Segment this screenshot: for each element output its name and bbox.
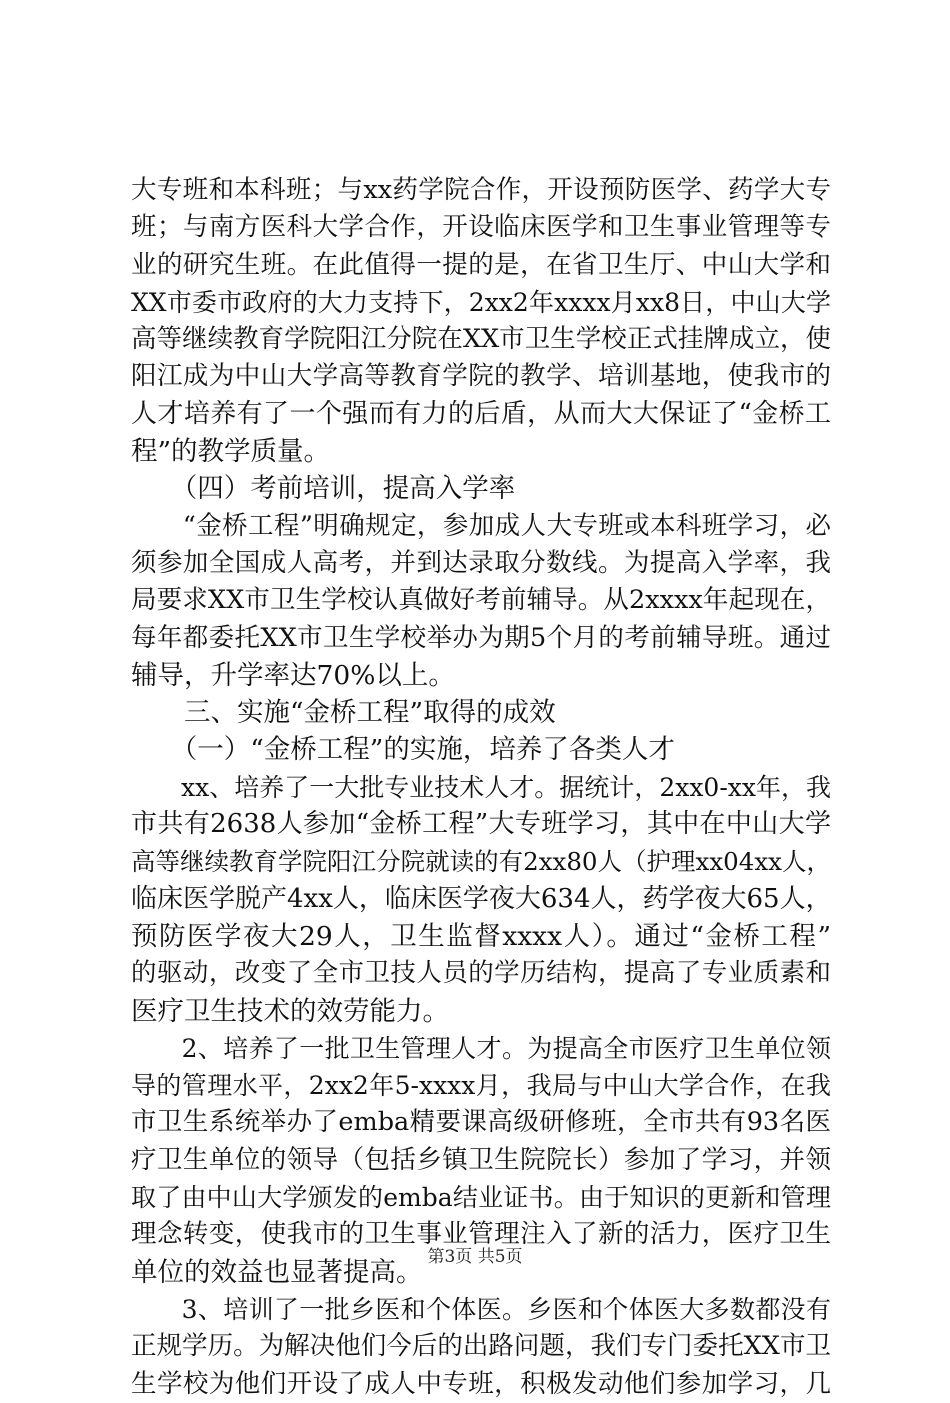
text-line: 临床医学脱产4xx人，临床医学夜大634人，药学夜大65人， [131, 883, 832, 914]
text-line: 市卫生系统举办了emba精要课高级研修班，全市共有93名医 [131, 1107, 831, 1138]
page-footer: 第3页 共5页 [427, 1247, 523, 1267]
text-line: 市共有2638人参加“金桥工程”大专班学习，其中在中山大学 [131, 809, 831, 840]
text-line: 人才培养有了一个强而有力的后盾，从而大大保证了“金桥工 [131, 398, 831, 429]
text-line: 三、实施“金桥工程”取得的成效 [131, 697, 556, 729]
text-line: 2、培养了一批卫生管理人才。为提高全市医疗卫生单位领 [131, 1033, 831, 1063]
text-line: 取了由中山大学颁发的emba结业证书。由于知识的更新和管理 [131, 1183, 831, 1213]
text-line: XX市委市政府的大力支持下，2xx2年xxxx月xx8日，中山大学 [131, 287, 831, 317]
text-line: 单位的效益也显著提高。 [131, 1256, 423, 1288]
text-line: 大专班和本科班；与xx药学院合作，开设预防医学、药学大专 [131, 175, 831, 205]
text-line: 局要求XX市卫生学校认真做好考前辅导。从2xxxx年起现在， [131, 585, 831, 616]
document-body [131, 172, 831, 1403]
text-line: 医疗卫生技术的效劳能力。 [131, 995, 449, 1027]
text-line: 生学校为他们开设了成人中专班，积极发动他们参加学习，几 [131, 1368, 831, 1399]
text-line: 高等继续教育学院阳江分院在XX市卫生学校正式挂牌成立，使 [131, 324, 831, 355]
text-line: 程”的教学质量。 [131, 436, 331, 468]
text-line: 须参加全国成人高考，并到达录取分数线。为提高入学率，我 [131, 547, 831, 578]
text-line: 每年都委托XX市卫生学校举办为期5个月的考前辅导班。通过 [131, 622, 831, 653]
text-line: 班；与南方医科大学合作，开设临床医学和卫生事业管理等专 [131, 212, 831, 243]
text-line: 阳江成为中山大学高等教育学院的教学、培训基地，使我市的 [131, 361, 831, 392]
text-line: 3、培训了一批乡医和个体医。乡医和个体医大多数都没有 [131, 1294, 831, 1324]
text-line: xx、培养了一大批专业技术人才。据统计，2xx0-xx年，我 [131, 772, 831, 802]
text-line: 正规学历。为解决他们今后的出路问题，我们专门委托XX市卫 [131, 1331, 831, 1362]
text-line: （一）“金桥工程”的实施，培养了各类人才 [131, 734, 675, 766]
text-line: 的驱动，改变了全市卫技人员的学历结构，提高了专业质素和 [131, 958, 831, 989]
text-line: “金桥工程”明确规定，参加成人大专班或本科班学习，必 [131, 510, 831, 541]
text-line: （四）考前培训，提高入学率 [131, 473, 516, 505]
text-line: 高等继续教育学院阳江分院就读的有2xx80人（护理xx04xx人， [131, 847, 831, 877]
text-line: 理念转变，使我市的卫生事业管理注入了新的活力，医疗卫生 [131, 1219, 831, 1250]
text-line: 辅导，升学率达70%以上。 [131, 659, 455, 691]
text-line: 预防医学夜大29人，卫生监督xxxx人）。通过“金桥工程” [131, 920, 831, 952]
text-line: 导的管理水平，2xx2年5-xxxx月，我局与中山大学合作，在我 [131, 1071, 831, 1101]
text-line: 业的研究生班。在此值得一提的是，在省卫生厅、中山大学和 [131, 249, 831, 280]
text-line: 疗卫生单位的领导（包括乡镇卫生院院长）参加了学习，并领 [131, 1144, 831, 1175]
